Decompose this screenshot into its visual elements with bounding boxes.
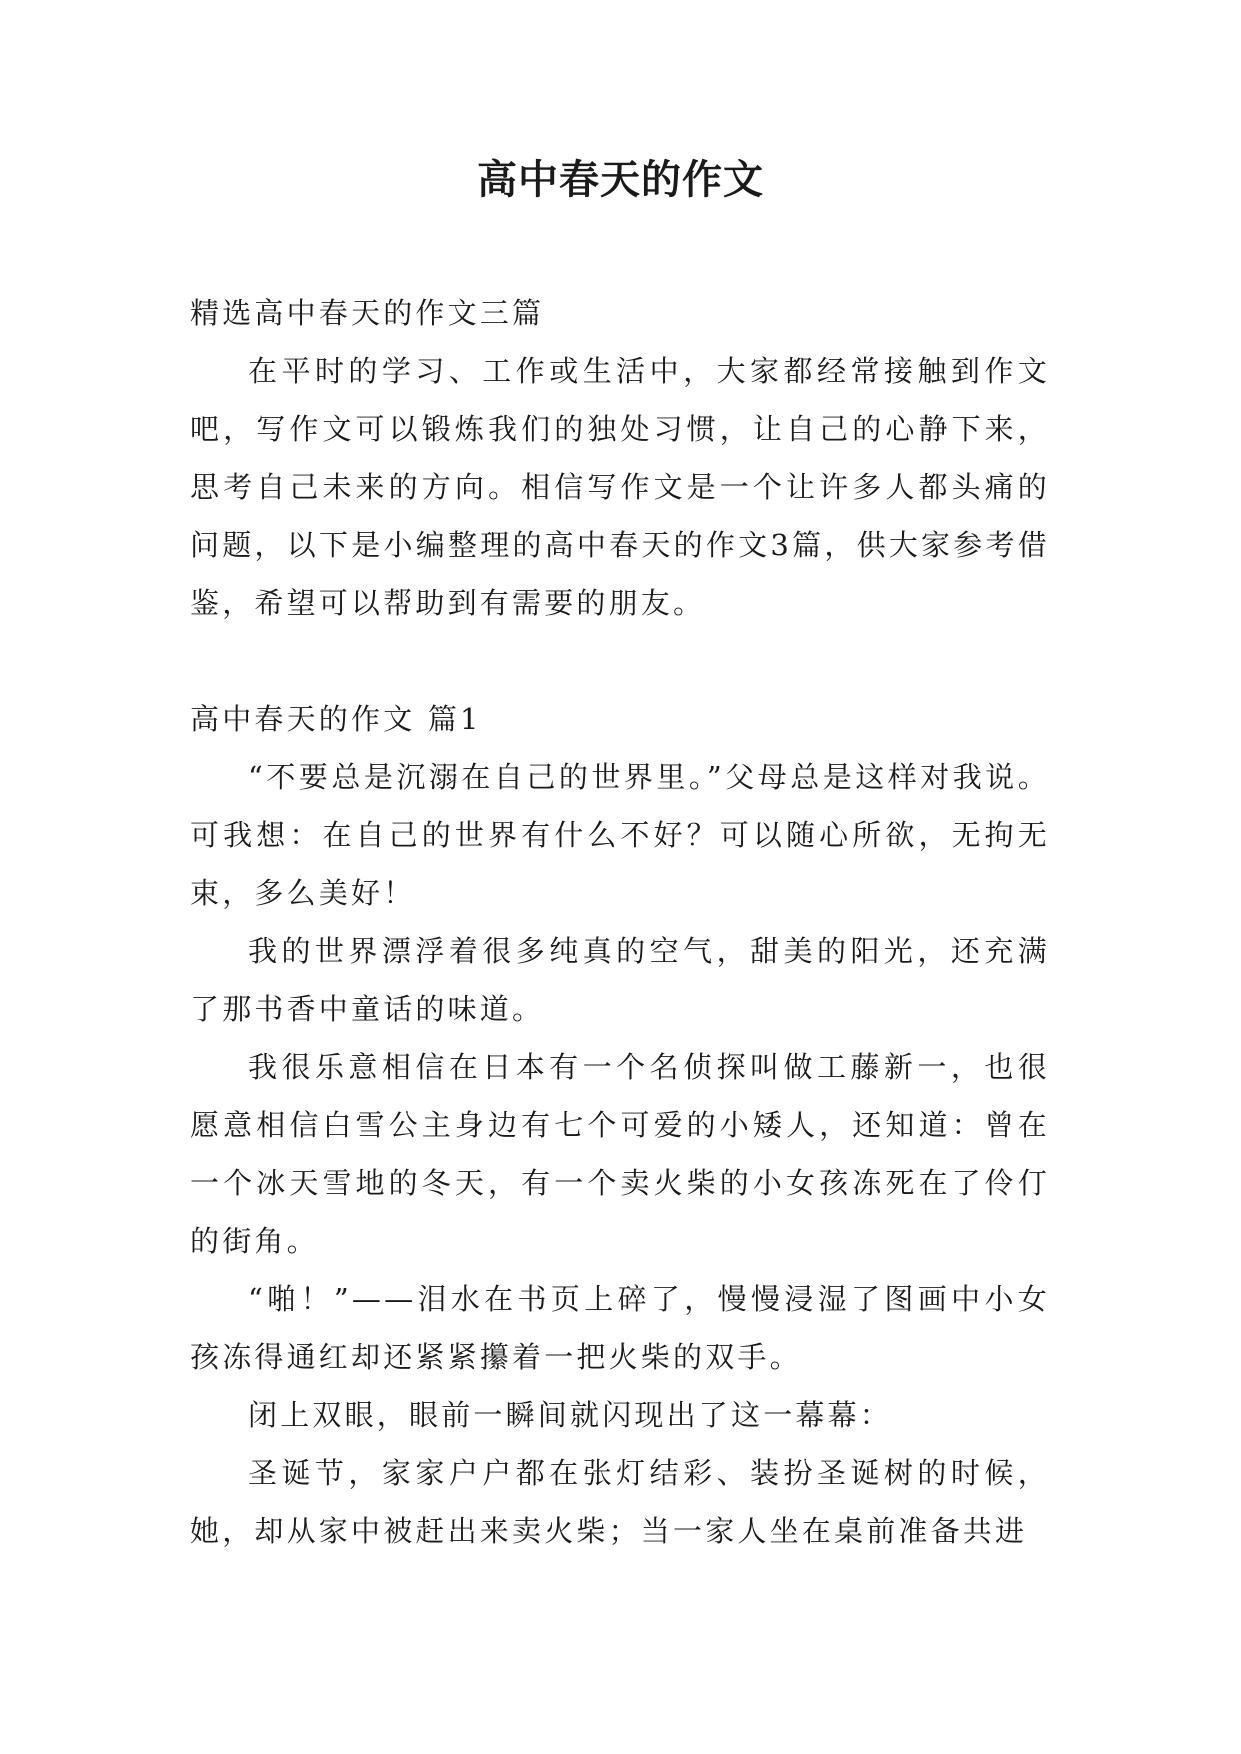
body-paragraph: 我的世界漂浮着很多纯真的空气，甜美的阳光，还充满了那书香中童话的味道。	[190, 934, 1050, 1026]
body-paragraph: “啪！”——泪水在书页上碎了，慢慢浸湿了图画中小女孩冻得通红却还紧紧攥着一把火柴的双手。	[190, 1282, 1050, 1374]
section-heading: 高中春天的作文 篇1	[190, 702, 482, 736]
body-paragraph: “不要总是沉溺在自己的世界里。”父母总是这样对我说。可我想：在自己的世界有什么不好？可以随心所欲，无拘无束，多么美好！	[190, 760, 1050, 910]
document-body	[190, 284, 1050, 1560]
body-paragraph: 我很乐意相信在日本有一个名侦探叫做工藤新一，也很愿意相信白雪公主身边有七个可爱的小矮人，还知道：曾在一个冰天雪地的冬天，有一个卖火柴的小女孩冻死在了伶仃的街角。	[190, 1050, 1050, 1258]
body-paragraph: 圣诞节，家家户户都在张灯结彩、装扮圣诞树的时候，她，却从家中被赶出来卖火柴；当一家人坐在桌前准备共进	[190, 1456, 1050, 1548]
intro-paragraph: 在平时的学习、工作或生活中，大家都经常接触到作文吧，写作文可以锻炼我们的独处习惯，让自己的心静下来，思考自己未来的方向。相信写作文是一个让许多人都头痛的问题，以下是小编整理的高中春天的作文3篇，供大家参考借鉴，希望可以帮助到有需要的朋友。	[190, 354, 1050, 620]
document-title: 高中春天的作文	[477, 156, 764, 203]
document-subtitle: 精选高中春天的作文三篇	[190, 296, 545, 330]
body-paragraph: 闭上双眼，眼前一瞬间就闪现出了这一幕幕：	[248, 1398, 893, 1432]
